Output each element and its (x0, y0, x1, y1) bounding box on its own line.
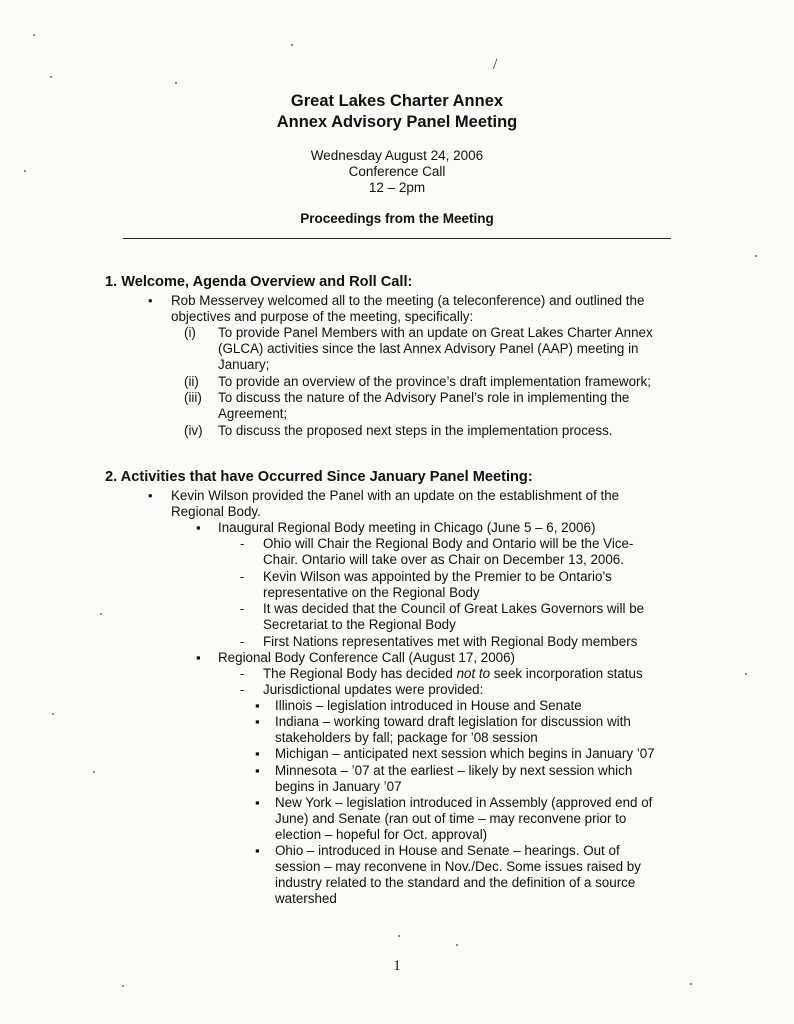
objective-item: January; (218, 357, 270, 372)
subsection-heading: Inaugural Regional Body meeting in Chicago (June 5 – 6, 2006) (218, 520, 596, 535)
scan-speck (175, 82, 177, 84)
square-bullet-icon: ▪ (255, 746, 260, 761)
section-1-intro: objectives and purpose of the meeting, specifically: (171, 309, 474, 324)
state-update: Illinois – legislation introduced in House and Senate (275, 698, 582, 713)
proceedings-heading: Proceedings from the Meeting (300, 211, 494, 226)
header-divider (123, 238, 671, 239)
scan-speck (33, 34, 35, 36)
scan-speck (291, 44, 293, 46)
meeting-outcome: Kevin Wilson was appointed by the Premier to be Ontario’s (263, 569, 612, 584)
objective-item: To provide Panel Members with an update on Great Lakes Charter Annex (218, 325, 653, 340)
meeting-outcome (263, 666, 643, 682)
meeting-outcome: It was decided that the Council of Great Lakes Governors will be (263, 601, 645, 616)
bullet-icon: • (148, 293, 153, 308)
outcome-text: seek incorporation status (490, 666, 643, 681)
state-update: Ohio – introduced in House and Senate – hearings. Out of (275, 843, 620, 858)
scan-speck (100, 613, 102, 615)
scan-speck (755, 255, 757, 257)
objective-item: To provide an overview of the province’s draft implementation framework; (218, 374, 651, 389)
square-bullet-icon: ▪ (255, 698, 260, 713)
section-2-heading: 2. Activities that have Occurred Since January Panel Meeting: (105, 469, 533, 485)
scan-speck (745, 673, 747, 675)
bullet-icon: • (148, 488, 153, 503)
meeting-outcome: First Nations representatives met with Regional Body members (263, 634, 638, 649)
outcome-text: The Regional Body has decided (263, 666, 457, 681)
meeting-date: Wednesday August 24, 2006 (310, 148, 484, 163)
subsection-heading: Regional Body Conference Call (August 17, 2006) (218, 650, 516, 665)
square-bullet-icon: ▪ (255, 843, 260, 858)
section-2-intro: Regional Body. (171, 504, 261, 519)
scan-speck (456, 944, 458, 946)
state-update: begins in January ’07 (275, 779, 402, 794)
dash-icon: - (240, 536, 245, 551)
scan-speck (50, 76, 52, 78)
outcome-emphasis: not to (456, 666, 491, 681)
state-update: watershed (275, 891, 337, 906)
objective-item: To discuss the nature of the Advisory Panel’s role in implementing the (218, 390, 630, 405)
scan-speck (52, 713, 54, 715)
square-bullet-icon: ▪ (255, 763, 260, 778)
scan-slash-mark: / (493, 56, 498, 73)
state-update: Minnesota – ’07 at the earliest – likely by next session which (275, 763, 633, 778)
state-update: industry related to the standard and the definition of a source (275, 875, 636, 890)
state-update: June) and Senate (ran out of time – may reconvene prior to (275, 811, 627, 826)
dash-icon: - (240, 666, 245, 681)
section-2-intro: Kevin Wilson provided the Panel with an update on the establishment of the (171, 488, 620, 503)
item-number: (ii) (184, 374, 199, 389)
scan-speck (122, 985, 124, 987)
state-update: election – hopeful for Oct. approval) (275, 827, 488, 842)
scan-speck (398, 935, 400, 937)
objective-item: To discuss the proposed next steps in the implementation process. (218, 423, 613, 438)
square-bullet-icon: ▪ (255, 714, 260, 729)
meeting-outcome: Jurisdictional updates were provided: (263, 682, 484, 697)
document-subtitle: Annex Advisory Panel Meeting (276, 113, 518, 131)
dash-icon: - (240, 634, 245, 649)
meeting-outcome: representative on the Regional Body (263, 585, 480, 600)
page-number: 1 (393, 958, 401, 974)
state-update: Indiana – working toward draft legislation for discussion with (275, 714, 631, 729)
state-update: Michigan – anticipated next session which begins in January ’07 (275, 746, 655, 761)
meeting-outcome: Ohio will Chair the Regional Body and Ontario will be the Vice- (263, 536, 634, 551)
state-update: session – may reconvene in Nov./Dec. Some issues raised by (275, 859, 641, 874)
item-number: (i) (184, 325, 196, 340)
item-number: (iii) (184, 390, 202, 405)
meeting-time: 12 – 2pm (368, 180, 426, 195)
item-number: (iv) (184, 423, 203, 438)
dash-icon: - (240, 569, 245, 584)
dash-icon: - (240, 682, 245, 697)
meeting-outcome: Secretariat to the Regional Body (263, 617, 456, 632)
square-bullet-icon: ▪ (196, 520, 201, 535)
meeting-type: Conference Call (348, 164, 446, 179)
scan-speck (93, 771, 95, 773)
objective-item: (GLCA) activities since the last Annex Advisory Panel (AAP) meeting in (218, 341, 639, 356)
section-1-intro: Rob Messervey welcomed all to the meeting (a teleconference) and outlined the (171, 293, 645, 308)
meeting-outcome: Chair. Ontario will take over as Chair on December 13, 2006. (263, 552, 624, 567)
scan-speck (690, 983, 692, 985)
square-bullet-icon: ▪ (196, 650, 201, 665)
square-bullet-icon: ▪ (255, 795, 260, 810)
objective-item: Agreement; (218, 406, 288, 421)
dash-icon: - (240, 601, 245, 616)
state-update: stakeholders by fall; package for ’08 session (275, 730, 538, 745)
state-update: New York – legislation introduced in Assembly (approved end of (275, 795, 653, 810)
section-1-heading: 1. Welcome, Agenda Overview and Roll Call: (105, 274, 413, 290)
document-title: Great Lakes Charter Annex (290, 92, 504, 110)
